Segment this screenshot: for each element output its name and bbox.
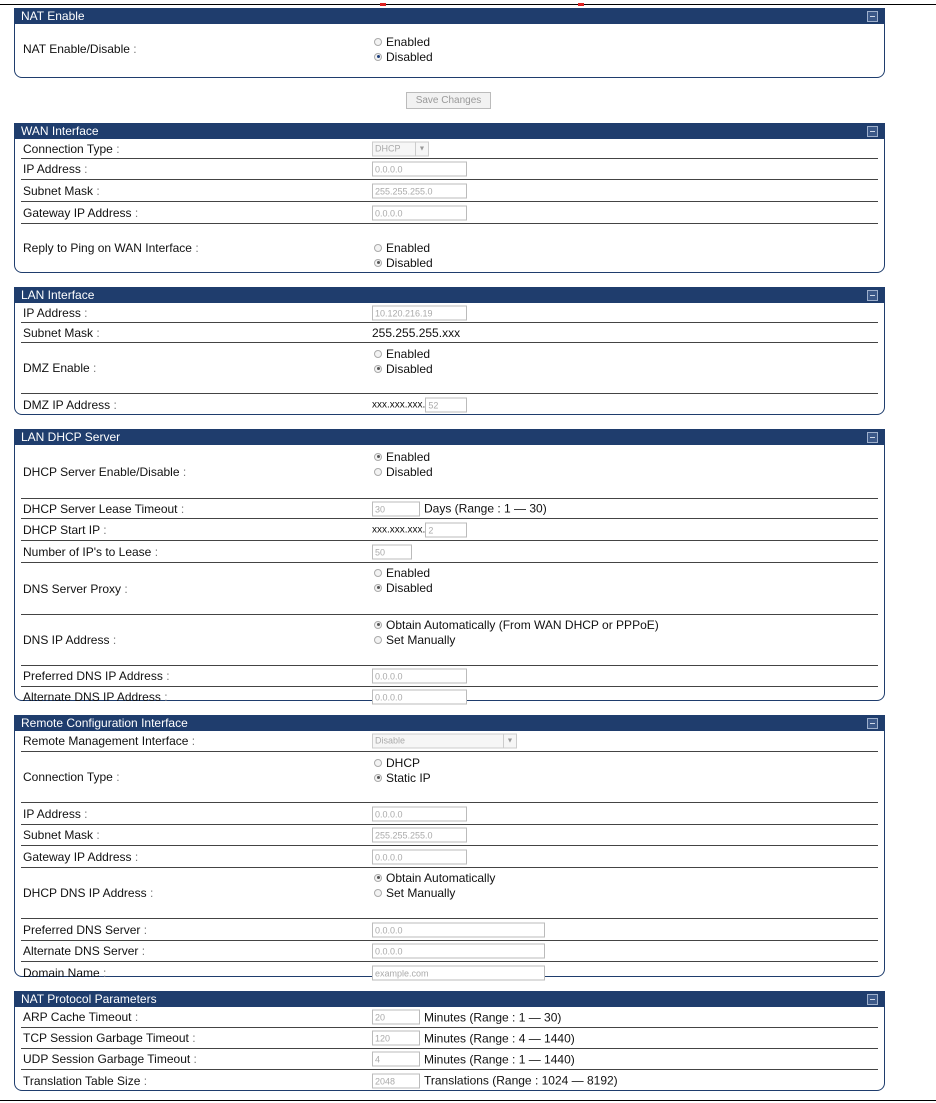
lan-mask-value: 255.255.255.xxx (372, 325, 461, 340)
field-label: Translation Table Size : (23, 1073, 148, 1088)
field-label: IP Address : (23, 305, 88, 320)
panel-title (15, 716, 884, 731)
bottom-divider (0, 1100, 936, 1101)
wan-ping-radios (374, 240, 433, 270)
tts-range-note: Translations (Range : 1024 — 8192) (424, 1073, 618, 1088)
udp-input[interactable]: 4 (372, 1052, 420, 1067)
panel-title (15, 124, 884, 139)
field-label: IP Address : (23, 162, 88, 176)
nat-enable-row (21, 24, 878, 74)
panel-title-text: WAN Interface (21, 124, 99, 138)
dhcp-enabled-radio[interactable]: Enabled (374, 449, 433, 464)
radio-icon[interactable] (374, 759, 382, 767)
wan-mask-input[interactable]: 255.255.255.0 (372, 183, 467, 198)
field-label: Reply to Ping on WAN Interface : (23, 241, 199, 255)
field-label: Subnet Mask : (23, 183, 100, 198)
wan-connection-type-row (21, 139, 878, 159)
wan-connection-type-select[interactable]: DHCP ▼ (372, 141, 429, 156)
remote-dns-row (21, 868, 878, 919)
dmz-radios (374, 346, 433, 376)
alt-dns-input[interactable]: 0.0.0.0 (372, 690, 467, 705)
panel-title-text: NAT Protocol Parameters (21, 992, 157, 1006)
remote-conn-radios (374, 755, 431, 785)
pref-dns-row (21, 666, 878, 687)
panel-title (15, 430, 884, 445)
field-label: Number of IP's to Lease : (23, 544, 159, 559)
field-label: DHCP Server Enable/Disable : (23, 464, 187, 479)
field-label: DMZ IP Address : (23, 397, 117, 412)
panel-title (15, 288, 884, 303)
remote-alt-dns-input[interactable]: 0.0.0.0 (372, 944, 545, 959)
field-label: Alternate DNS Server : (23, 944, 146, 958)
nat-enabled-radio[interactable]: Enabled (374, 34, 433, 49)
dhcp-start-row (21, 519, 878, 541)
collapse-icon[interactable] (867, 432, 878, 443)
radio-icon[interactable] (374, 365, 382, 373)
tcp-input[interactable]: 120 (372, 1031, 420, 1046)
lan-ip-row (21, 303, 878, 323)
wan-ip-row (21, 159, 878, 180)
field-label: Alternate DNS IP Address : (23, 690, 168, 704)
collapse-icon[interactable] (867, 11, 878, 22)
field-label: Subnet Mask : (23, 828, 100, 842)
panel-title-text: LAN DHCP Server (21, 430, 121, 444)
dmz-enable-row (21, 343, 878, 394)
field-label: DMZ Enable : (23, 361, 97, 375)
panel-title (15, 992, 884, 1007)
radio-icon[interactable] (374, 468, 382, 476)
ping-disabled-radio[interactable]: Disabled (374, 255, 433, 270)
field-label: Connection Type : (23, 770, 120, 784)
field-label: DNS Server Proxy : (23, 581, 128, 596)
remote-dns-radios (374, 870, 495, 900)
radio-icon[interactable] (374, 38, 382, 46)
collapse-icon[interactable] (867, 126, 878, 137)
ping-enabled-radio[interactable]: Enabled (374, 240, 433, 255)
field-label: DHCP Start IP : (23, 522, 107, 537)
udp-row (21, 1049, 878, 1070)
wan-gateway-row (21, 202, 878, 224)
num-lease-row (21, 541, 878, 563)
field-label: Connection Type : (23, 141, 120, 156)
dns-auto-radio[interactable]: Obtain Automatically (From WAN DHCP or PPPoE) (374, 617, 659, 632)
chevron-down-icon: ▼ (415, 142, 428, 155)
top-mark (380, 3, 386, 6)
radio-icon[interactable] (374, 774, 382, 782)
dns-manual-radio[interactable]: Set Manually (374, 632, 659, 647)
wan-ping-row (21, 224, 878, 272)
lan-interface-panel (14, 287, 885, 415)
dmz-ip-row (21, 394, 878, 415)
remote-mgmt-row (21, 731, 878, 752)
remote-mask-row (21, 825, 878, 846)
lan-mask-row (21, 323, 878, 343)
remote-gw-input[interactable]: 0.0.0.0 (372, 849, 467, 864)
radio-icon[interactable] (374, 350, 382, 358)
panel-title-text: LAN Interface (21, 288, 95, 302)
dhcp-enable-row (21, 445, 878, 499)
lan-dhcp-panel (14, 429, 885, 704)
chevron-down-icon: ▼ (503, 735, 516, 748)
nat-enable-radios (374, 34, 433, 64)
domain-name-input[interactable]: example.com (372, 965, 545, 980)
alt-dns-row (21, 687, 878, 707)
dhcp-enable-radios (374, 449, 433, 479)
lan-ip-input[interactable]: 10.120.216.19 (372, 305, 467, 320)
radio-icon[interactable] (374, 584, 382, 592)
panel-title-text: NAT Enable (21, 9, 85, 23)
radio-icon[interactable] (374, 453, 382, 461)
collapse-icon[interactable] (867, 290, 878, 301)
remote-conn-row (21, 752, 878, 803)
dmz-ip-prefix: xxx.xxx.xxx. (372, 399, 426, 410)
remote-mask-input[interactable]: 255.255.255.0 (372, 828, 467, 843)
dns-ip-row (21, 615, 878, 666)
lease-timeout-row (21, 499, 878, 519)
radio-icon[interactable] (374, 874, 382, 882)
field-label: ARP Cache Timeout : (23, 1010, 139, 1024)
field-label: Preferred DNS Server : (23, 922, 148, 937)
arp-input[interactable]: 20 (372, 1010, 420, 1025)
dns-proxy-row (21, 563, 878, 615)
field-label: UDP Session Garbage Timeout : (23, 1052, 197, 1066)
nat-enable-label: NAT Enable/Disable : (23, 42, 137, 56)
proxy-enabled-radio[interactable]: Enabled (374, 565, 433, 580)
remote-dns-manual-radio[interactable]: Set Manually (374, 885, 495, 900)
udp-range-note: Minutes (Range : 1 — 1440) (424, 1052, 575, 1066)
proxy-disabled-radio[interactable]: Disabled (374, 580, 433, 595)
dns-ip-radios (374, 617, 659, 647)
remote-static-radio[interactable]: Static IP (374, 770, 431, 785)
tts-input[interactable]: 2048 (372, 1073, 420, 1088)
field-label: Domain Name : (23, 965, 107, 980)
radio-icon[interactable] (374, 244, 382, 252)
remote-dhcp-radio[interactable]: DHCP (374, 755, 431, 770)
remote-config-panel (14, 715, 885, 980)
dmz-ip-input[interactable]: 52 (425, 397, 467, 412)
top-divider (0, 4, 936, 5)
dhcp-disabled-radio[interactable]: Disabled (374, 464, 433, 479)
remote-ip-input[interactable]: 0.0.0.0 (372, 806, 467, 821)
wan-interface-panel (14, 123, 885, 273)
num-lease-input[interactable]: 50 (372, 544, 412, 559)
start-ip-prefix: xxx.xxx.xxx. (372, 524, 426, 535)
field-label: DHCP Server Lease Timeout : (23, 501, 185, 516)
remote-gw-row (21, 846, 878, 868)
field-label: Gateway IP Address : (23, 205, 139, 220)
lease-timeout-input[interactable]: 30 (372, 501, 420, 516)
wan-ip-input[interactable]: 0.0.0.0 (372, 162, 467, 177)
lease-range-note: Days (Range : 1 — 30) (424, 501, 547, 516)
dmz-disabled-radio[interactable]: Disabled (374, 361, 433, 376)
arp-range-note: Minutes (Range : 1 — 30) (424, 1010, 562, 1024)
collapse-icon[interactable] (867, 718, 878, 729)
dmz-enabled-radio[interactable]: Enabled (374, 346, 433, 361)
field-label: Preferred DNS IP Address : (23, 669, 170, 683)
radio-icon[interactable] (374, 636, 382, 644)
save-changes-button[interactable]: Save Changes (406, 92, 491, 109)
field-label: IP Address : (23, 806, 88, 821)
remote-dns-auto-radio[interactable]: Obtain Automatically (374, 870, 495, 885)
collapse-icon[interactable] (867, 994, 878, 1005)
nat-protocol-panel (14, 991, 885, 1091)
field-label: Gateway IP Address : (23, 849, 139, 864)
radio-icon[interactable] (374, 889, 382, 897)
radio-icon[interactable] (374, 53, 382, 61)
remote-pref-dns-input[interactable]: 0.0.0.0 (372, 922, 545, 937)
remote-pref-dns-row (21, 919, 878, 941)
nat-disabled-radio[interactable]: Disabled (374, 49, 433, 64)
start-ip-input[interactable]: 2 (425, 522, 467, 537)
tts-row (21, 1070, 878, 1091)
remote-alt-dns-row (21, 941, 878, 962)
tcp-range-note: Minutes (Range : 4 — 1440) (424, 1031, 575, 1045)
wan-gateway-input[interactable]: 0.0.0.0 (372, 205, 467, 220)
remote-ip-row (21, 803, 878, 825)
field-label: DHCP DNS IP Address : (23, 886, 154, 900)
wan-mask-row (21, 180, 878, 202)
tcp-row (21, 1028, 878, 1049)
panel-title (15, 9, 884, 24)
radio-icon[interactable] (374, 569, 382, 577)
field-label: TCP Session Garbage Timeout : (23, 1031, 196, 1045)
radio-icon[interactable] (374, 621, 382, 629)
radio-icon[interactable] (374, 259, 382, 267)
remote-mgmt-select[interactable]: Disable ▼ (372, 734, 517, 749)
field-label: Remote Management Interface : (23, 734, 196, 748)
arp-row (21, 1007, 878, 1028)
domain-name-row (21, 962, 878, 983)
panel-title-text: Remote Configuration Interface (21, 716, 188, 730)
field-label: Subnet Mask : (23, 325, 100, 340)
top-mark (578, 3, 584, 6)
dns-proxy-radios (374, 565, 433, 595)
nat-enable-panel (14, 8, 885, 78)
pref-dns-input[interactable]: 0.0.0.0 (372, 669, 467, 684)
field-label: DNS IP Address : (23, 633, 117, 647)
